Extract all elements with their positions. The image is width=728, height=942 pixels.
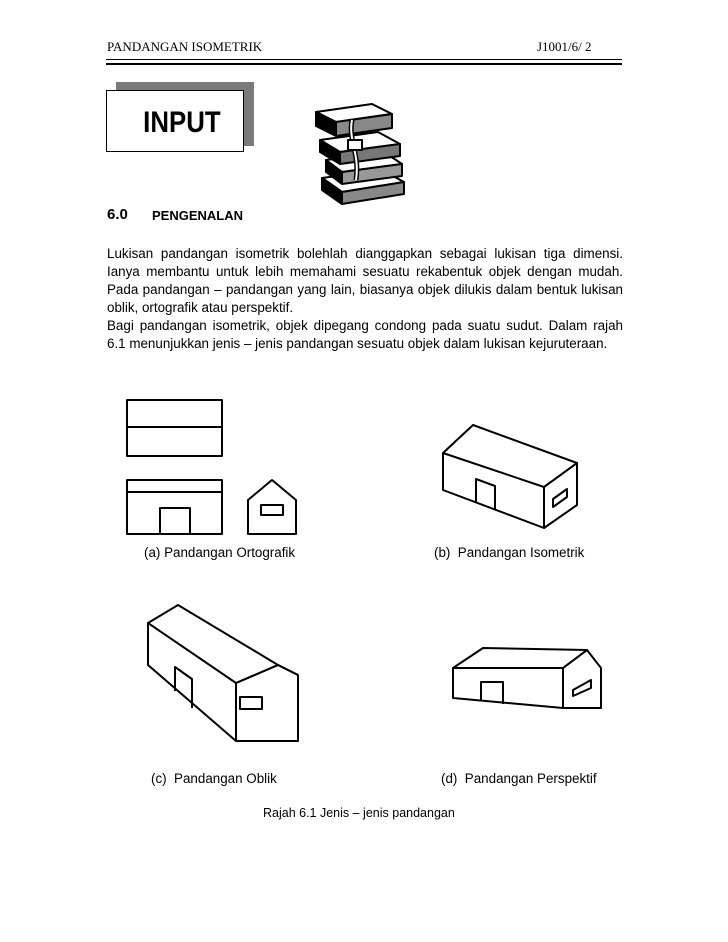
oblique-drawing	[140, 597, 310, 747]
caption-c: (c) Pandangan Oblik	[151, 771, 277, 786]
books-icon	[312, 100, 407, 205]
caption-b: (b) Pandangan Isometrik	[434, 545, 585, 560]
input-badge-label: INPUT	[143, 106, 221, 139]
perspective-drawing	[445, 638, 605, 748]
caption-a: (a) Pandangan Ortografik	[144, 545, 296, 560]
figure-title: Rajah 6.1 Jenis – jenis pandangan	[263, 806, 455, 820]
section-title: PENGENALAN	[152, 208, 244, 223]
header-title: PANDANGAN ISOMETRIK	[107, 39, 263, 54]
caption-d: (d) Pandangan Perspektif	[441, 771, 597, 786]
orthographic-drawing	[120, 395, 330, 540]
section-number: 6.0	[107, 206, 128, 223]
header-rule	[106, 59, 622, 60]
input-badge	[106, 90, 244, 152]
paragraph-intro: Lukisan pandangan isometrik bolehlah dianggapkan sebagai lukisan tiga dimensi. Ianya membantu untuk lebih memahami sesuatu rekabentuk objek dengan mudah. Pada pandangan – pandangan yang lain, biasanya objek dilukis dalam bentuk lukisan oblik, ortografik atau perspektif.	[107, 246, 623, 315]
paragraph-isometric: Bagi pandangan isometrik, objek dipegang condong pada suatu sudut. Dalam rajah 6.1 menunjukkan jenis – jenis pandangan sesuatu objek dalam lukisan kejuruteraan.	[107, 318, 623, 351]
header-code: J1001/6/ 2	[537, 39, 592, 54]
header-rule-thick	[106, 63, 622, 65]
isometric-drawing	[435, 415, 595, 535]
